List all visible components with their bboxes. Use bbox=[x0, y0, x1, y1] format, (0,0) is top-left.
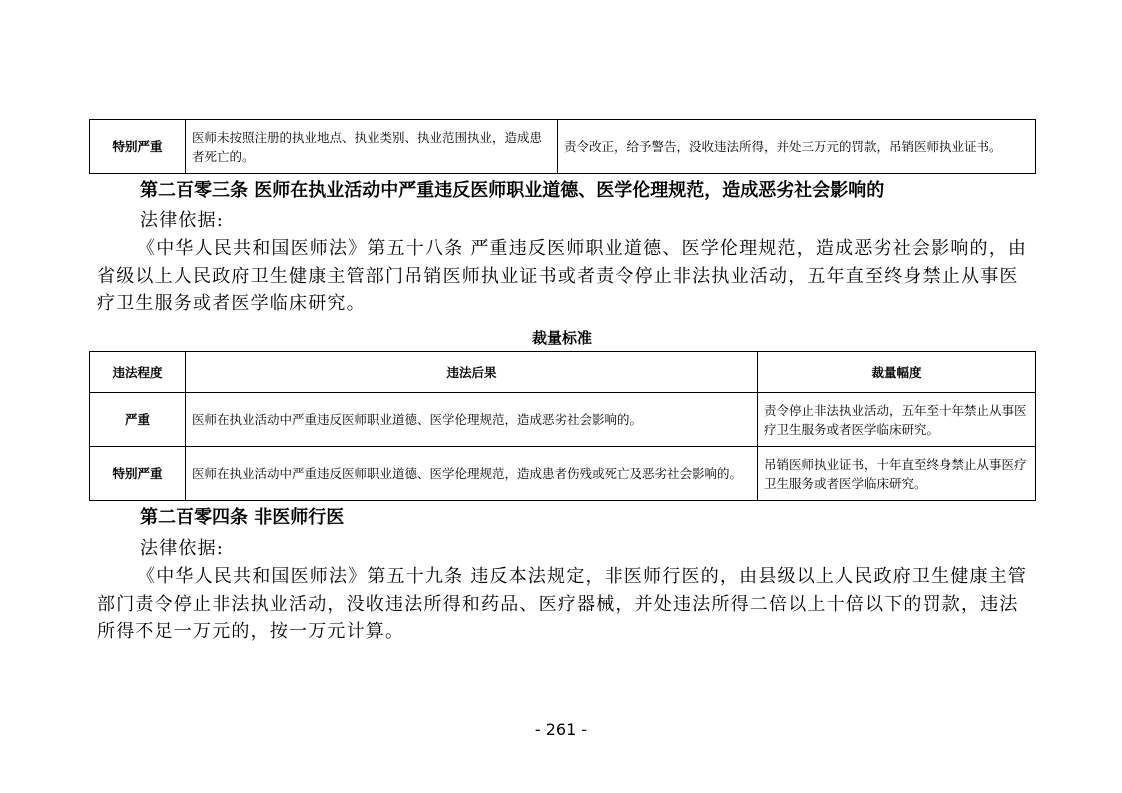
table-row bbox=[90, 447, 1036, 501]
penalty-cell: 吊销医师执业证书，十年直至终身禁止从事医疗卫生服务或者医学临床研究。 bbox=[758, 447, 1036, 501]
column-header: 违法后果 bbox=[186, 352, 758, 393]
page-number: - 261 - bbox=[534, 720, 588, 739]
consequence-cell: 医师未按照注册的执业地点、执业类别、执业范围执业，造成患者死亡的。 bbox=[186, 120, 558, 174]
consequence-cell: 医师在执业活动中严重违反医师职业道德、医学伦理规范，造成恶劣社会影响的。 bbox=[186, 393, 758, 447]
table-caption: 裁量标准 bbox=[531, 329, 592, 347]
table-header-row bbox=[90, 352, 1036, 393]
column-header: 裁量幅度 bbox=[758, 352, 1036, 393]
top-penalty-table bbox=[89, 119, 1036, 174]
discretion-standard-table bbox=[89, 351, 1036, 501]
legal-basis-label: 法律依据: bbox=[140, 538, 225, 559]
legal-basis-text: 《中华人民共和国医师法》第五十九条 违反本法规定，非医师行医的，由县级以上人民政府卫生健康主管部门责令停止非法执业活动，没收违法所得和药品、医疗器械，并处违法所得二倍以上十倍以下的罚款，违法所得不足一万元的，按一万元计算。 bbox=[97, 566, 1028, 642]
column-header: 违法程度 bbox=[90, 352, 186, 393]
legal-basis-label: 法律依据: bbox=[140, 210, 225, 231]
penalty-cell: 责令停止非法执业活动，五年至十年禁止从事医疗卫生服务或者医学临床研究。 bbox=[758, 393, 1036, 447]
section-heading-204: 第二百零四条 非医师行医 bbox=[140, 507, 345, 528]
table-row bbox=[90, 393, 1036, 447]
section-heading-203: 第二百零三条 医师在执业活动中严重违反医师职业道德、医学伦理规范，造成恶劣社会影响的 bbox=[140, 180, 885, 201]
violation-level-cell: 特别严重 bbox=[90, 120, 186, 174]
violation-level-cell: 特别严重 bbox=[90, 447, 186, 501]
consequence-cell: 医师在执业活动中严重违反医师职业道德、医学伦理规范，造成患者伤残或死亡及恶劣社会影响的。 bbox=[186, 447, 758, 501]
violation-level-cell: 严重 bbox=[90, 393, 186, 447]
legal-basis-text: 《中华人民共和国医师法》第五十八条 严重违反医师职业道德、医学伦理规范，造成恶劣社会影响的，由省级以上人民政府卫生健康主管部门吊销医师执业证书或者责令停止非法执业活动，五年直至终身禁止从事医疗卫生服务或者医学临床研究。 bbox=[97, 238, 1028, 314]
penalty-cell: 责令改正，给予警告，没收违法所得，并处三万元的罚款，吊销医师执业证书。 bbox=[558, 120, 1036, 174]
table-row bbox=[90, 120, 1036, 174]
